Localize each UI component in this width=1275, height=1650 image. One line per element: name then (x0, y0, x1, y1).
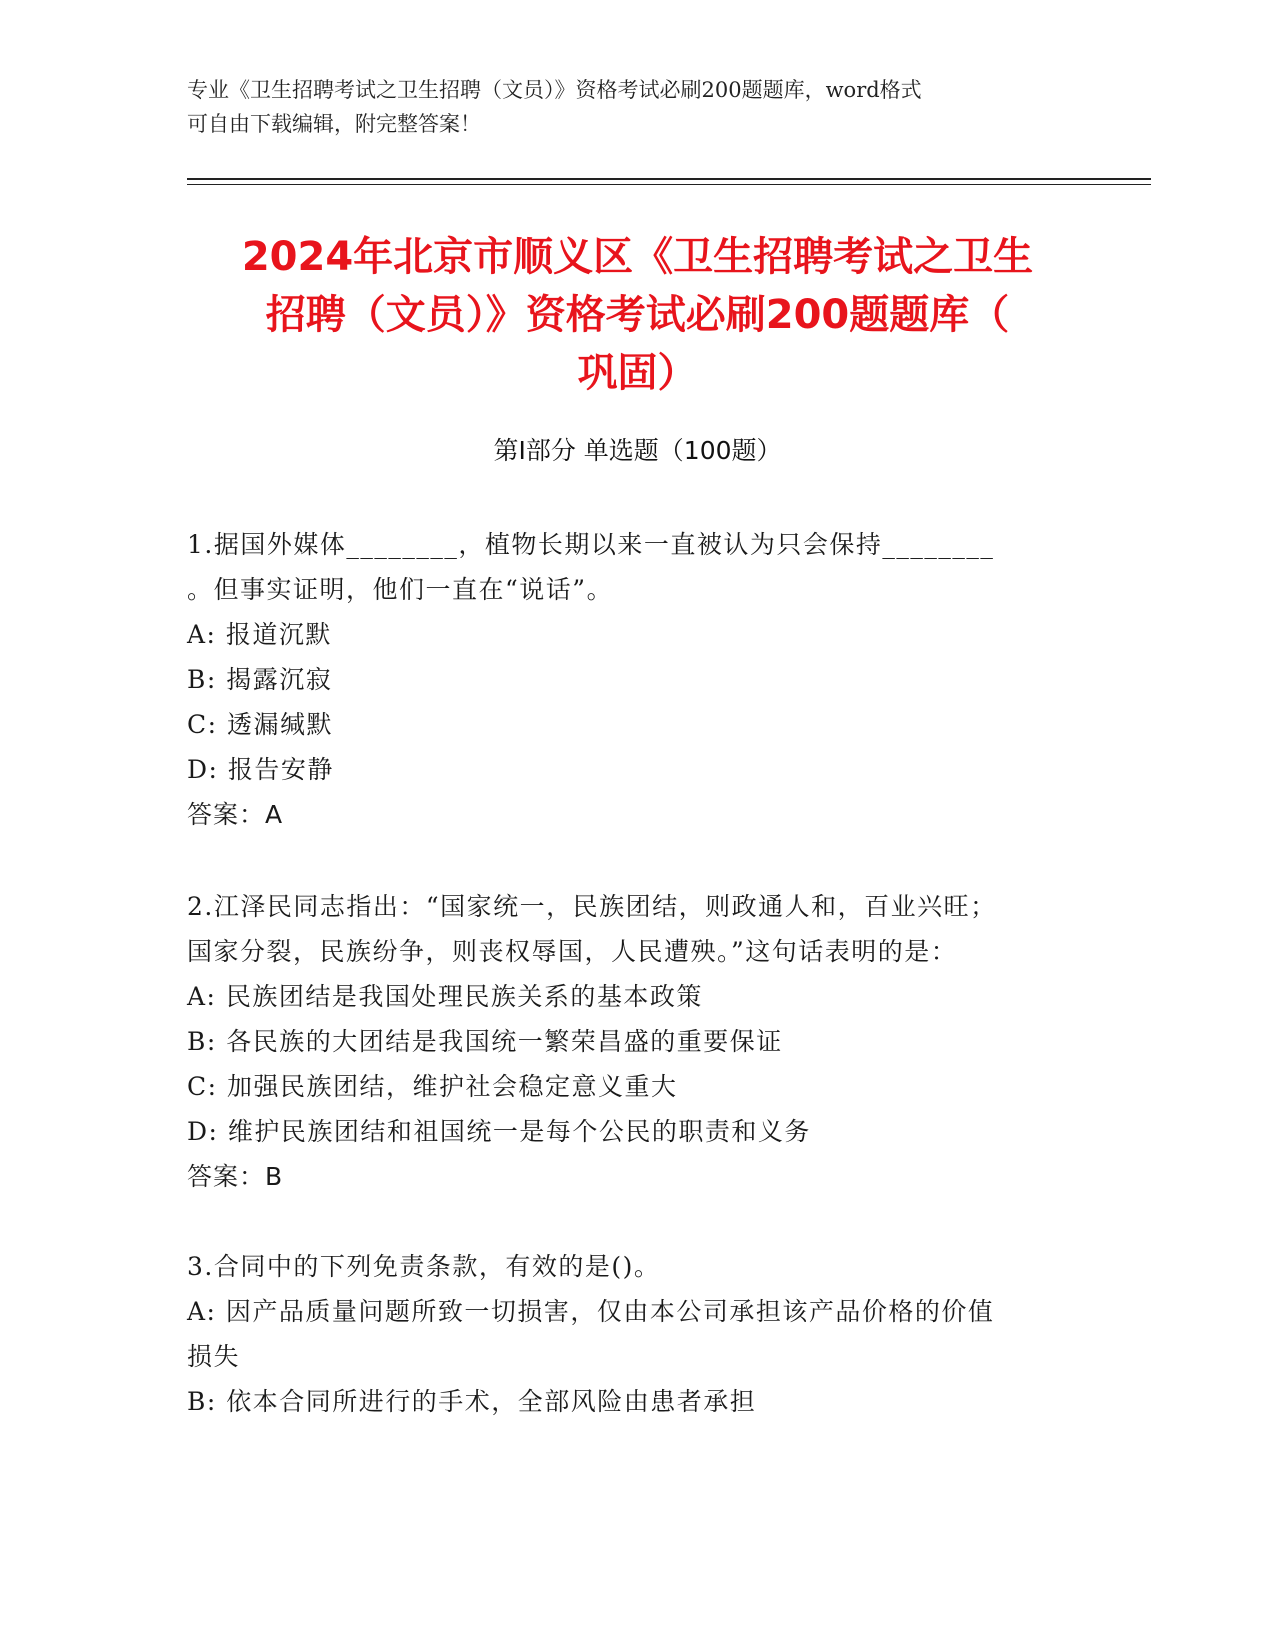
question-stem-line: 国家分裂，民族纷争，则丧权辱国，人民遭殃。”这句话表明的是： (187, 937, 958, 966)
answer: 答案：A (187, 800, 284, 829)
option-b: B: 各民族的大团结是我国统一繁荣昌盛的重要保证 (187, 1027, 783, 1056)
question-2 (187, 884, 1087, 1199)
document-title-line-2: 招聘（文员）》资格考试必刷200题题库（ (265, 292, 1010, 338)
document-title (160, 228, 1115, 402)
answer: 答案：B (187, 1162, 284, 1191)
option-b: B: 揭露沉寂 (187, 665, 333, 694)
option-a: A: 因产品质量问题所致一切损害，仅由本公司承担该产品价格的价值 (187, 1297, 995, 1326)
document-title-line-3: 巩固） (577, 350, 698, 396)
question-stem-line: 。但事实证明，他们一直在“说话”。 (187, 575, 614, 604)
question-stem-line: 2.江泽民同志指出：“国家统一，民族团结，则政通人和，百业兴旺； (187, 892, 997, 921)
header-note-line-1: 专业《卫生招聘考试之卫生招聘（文员）》资格考试必刷200题题库，word格式 (187, 78, 922, 102)
document-title-line-1: 2024年北京市顺义区《卫生招聘考试之卫生 (241, 234, 1034, 280)
header-divider-thick (187, 178, 1151, 180)
option-a: A: 报道沉默 (187, 620, 332, 649)
question-1 (187, 522, 1087, 837)
section-title: 第Ⅰ部分 单选题（100题） (493, 436, 782, 465)
header-note-line-2: 可自由下载编辑，附完整答案！ (187, 112, 481, 136)
option-a-continued: 损失 (187, 1342, 241, 1371)
option-b: B: 依本合同所进行的手术，全部风险由患者承担 (187, 1387, 757, 1416)
option-c: C: 透漏缄默 (187, 710, 333, 739)
header-divider-thin (187, 184, 1151, 185)
question-3 (187, 1244, 1087, 1424)
option-d: D: 报告安静 (187, 755, 334, 784)
option-a: A: 民族团结是我国处理民族关系的基本政策 (187, 982, 703, 1011)
option-d: D: 维护民族团结和祖国统一是每个公民的职责和义务 (187, 1117, 811, 1146)
option-c: C: 加强民族团结，维护社会稳定意义重大 (187, 1072, 678, 1101)
question-stem-line: 1.据国外媒体________，植物长期以来一直被认为只会保持________ (187, 530, 995, 559)
header-note (187, 73, 1067, 141)
question-stem-line: 3.合同中的下列免责条款，有效的是()。 (187, 1252, 661, 1281)
